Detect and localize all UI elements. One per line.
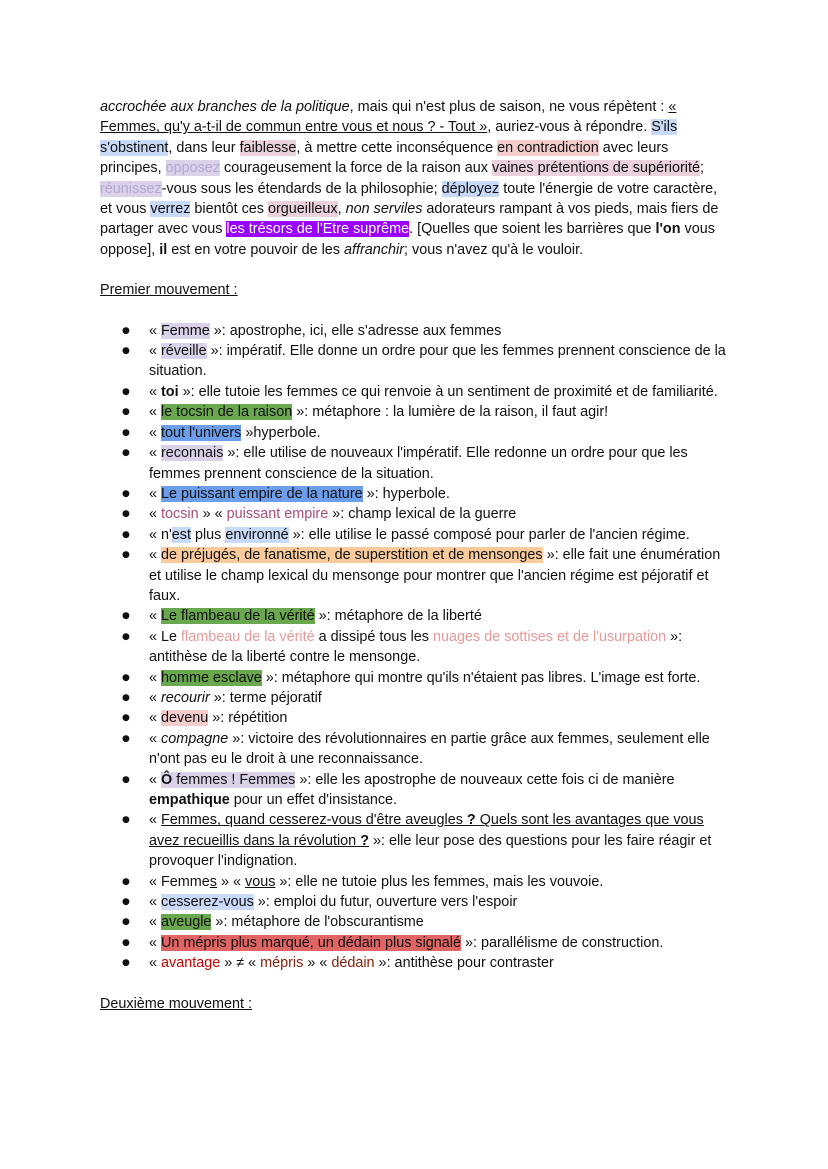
list-item: ● « Le flambeau de la vérité »: métaphore de la liberté (100, 606, 732, 626)
intro-text: . [Quelles que soient les barrières que (409, 221, 656, 238)
intro-text: -vous sous les étendards de la philosophie; (161, 180, 442, 197)
intro-text: adorateurs rampant à vos pieds, mais fiers de partager avec vous (100, 201, 719, 238)
intro-text: , dans leur (168, 139, 240, 156)
highlight: déployez (441, 180, 500, 197)
list-item: ● « Ô femmes ! Femmes »: elle les apostrophe de nouveaux cette fois ci de manière empathique pour un effet d'insistance. (100, 770, 732, 811)
list-item: ● « cesserez-vous »: emploi du futur, ouverture vers l'espoir (100, 892, 732, 912)
intro-text: courageusement la force de la raison aux (220, 160, 492, 177)
list-item: ● « compagne »: victoire des révolutionnaires en partie grâce aux femmes, seulement elle n'ont pas eu le droit à une reconnaissance. (100, 729, 732, 770)
list-item: ● « reconnais »: elle utilise de nouveaux l'impératif. Elle redonne un ordre pour que les femmes prennent conscience de la situation. (100, 443, 732, 484)
list-item: ● « n'est plus environné »: elle utilise le passé composé pour parler de l'ancien régime. (100, 525, 732, 545)
list-item: ● « recourir »: terme péjoratif (100, 688, 732, 708)
list-item: ● « Un mépris plus marqué, un dédain plus signalé »: parallélisme de construction. (100, 933, 732, 953)
list-item: ● « Le puissant empire de la nature »: hyperbole. (100, 484, 732, 504)
highlight: réunissez (100, 180, 162, 197)
intro-text: est en votre pouvoir de les (167, 241, 345, 258)
intro-text: avec leurs principes, (100, 139, 669, 177)
intro-text: , auriez-vous à répondre. (487, 119, 652, 136)
intro-text: l'on (655, 221, 681, 238)
intro-paragraph (100, 97, 732, 260)
list-item: ● « Le flambeau de la vérité a dissipé tous les nuages de sottises et de l'usurpation »: antithèse de la liberté contre le mensonge. (100, 627, 732, 668)
intro-text: non serviles (345, 201, 423, 218)
list-item: ● « tout l'univers »hyperbole. (100, 423, 732, 443)
document-page (100, 97, 732, 1014)
intro-text: toute l'énergie de votre caractère, et vous (100, 180, 718, 218)
intro-text: ; (700, 160, 704, 177)
intro-text: ; vous n'avez qu'à le vouloir. (404, 241, 584, 258)
intro-text: , (337, 201, 346, 218)
highlight: en contradiction (497, 139, 599, 156)
section-heading-premier-mouvement: Premier mouvement : (100, 282, 238, 299)
section-heading-deuxieme-mouvement: Deuxième mouvement : (100, 995, 252, 1012)
intro-text: , à mettre cette inconséquence (296, 139, 498, 156)
intro-text: accrochée aux branches de la politique (100, 99, 350, 115)
list-item: ● « avantage » ≠ « mépris » « dédain »: antithèse pour contraster (100, 953, 732, 973)
list-item: ● « de préjugés, de fanatisme, de superstition et de mensonges »: elle fait une énumération et utilise le champ lexical du mensonge pour montrer que l'ancien régime est péjoratif et faux. (100, 545, 732, 606)
list-item: ● « devenu »: répétition (100, 708, 732, 728)
list-item: ● « le tocsin de la raison »: métaphore : la lumière de la raison, il faut agir! (100, 402, 732, 422)
highlight: faiblesse (239, 139, 297, 156)
list-item: ● « Femme »: apostrophe, ici, elle s'adresse aux femmes (100, 321, 732, 341)
intro-text: il (159, 241, 168, 258)
intro-quote: « Femmes, qu'y a-t-il de commun entre vous et nous ? - Tout » (100, 99, 677, 136)
highlight: orgueilleux (268, 201, 338, 218)
intro-text: bientôt ces (190, 201, 268, 218)
list-item: ● « aveugle »: métaphore de l'obscurantisme (100, 912, 732, 932)
intro-text: vous oppose], (100, 221, 715, 258)
intro-text: , mais qui n'est plus de saison, ne vous répètent : (349, 99, 669, 115)
highlight: S'ils s'obstinent (100, 119, 678, 156)
highlight: opposez (165, 160, 221, 177)
highlight: verrez (150, 201, 191, 218)
list-item: ● « Femmes, quand cesserez-vous d'être aveugles ? Quels sont les avantages que vous avez recueillis dans la révolution ? »: elle leur pose des questions pour les faire réagir et provoquer l'indignation. (100, 810, 732, 871)
list-item: ● « tocsin » « puissant empire »: champ lexical de la guerre (100, 504, 732, 524)
list-item: ● « homme esclave »: métaphore qui montre qu'ils n'étaient pas libres. L'image est forte. (100, 668, 732, 688)
list-item: ● « toi »: elle tutoie les femmes ce qui renvoie à un sentiment de proximité et de familiarité. (100, 382, 732, 402)
list-item: ● « réveille »: impératif. Elle donne un ordre pour que les femmes prennent conscience de la situation. (100, 341, 732, 382)
highlight: les trésors de l'Etre suprême (226, 221, 410, 238)
highlight: vaines prétentions de supériorité (492, 160, 700, 177)
intro-text: affranchir (344, 241, 405, 258)
analysis-list (100, 321, 732, 974)
list-item: ● « Femmes » « vous »: elle ne tutoie plus les femmes, mais les vouvoie. (100, 872, 732, 892)
